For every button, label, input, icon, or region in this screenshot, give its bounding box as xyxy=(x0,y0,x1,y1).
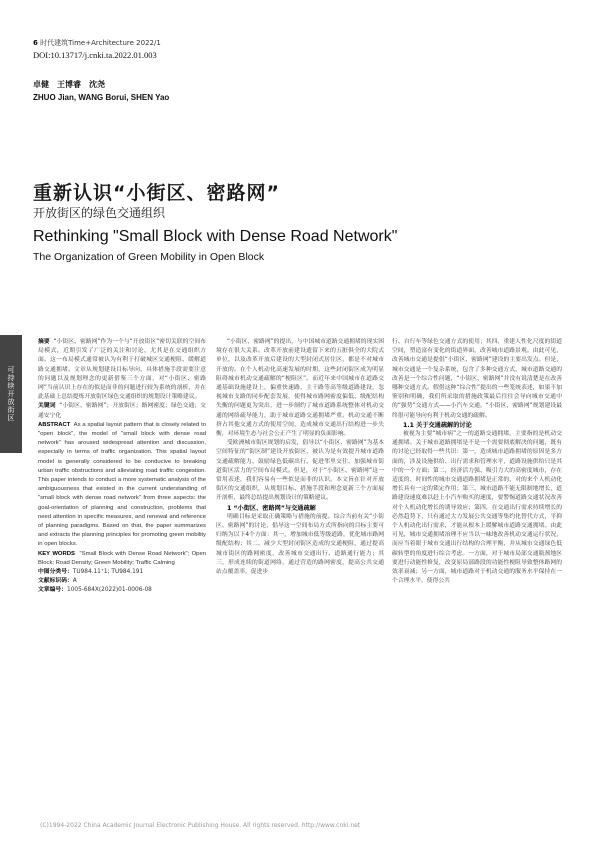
abstract-cn-label: 摘要 xyxy=(38,339,50,345)
doi: DOI:10.13717/j.cnki.ta.2022.01.003 xyxy=(33,50,157,60)
paragraph: 被视为主要“城市病”之一的道路交通拥堵，主要指的是机动交通拥堵。关于城市道路拥堵是不是一个需要彻底解决的问题，既有的讨论已经取得一些共识：第一，造成城市道路拥堵的原因是多方面的，涉及设施供给、出行需求和管理水平，道路设施供给只是其中的一个方面；第二，经济活力强、吸引力大的高密度城市，存在适度的、时间性的城市交通道路拥堵是正常的，对的来个人机动化增长具有一定的锁定作用；第三，城市道路不能无限制地增长，道路建设速度难以赶上小汽车购买的速度，要警惕道路交通状况改善对个人机动化增长的诱导效应；第四，在交通出行需求持续增长的必然趋势下，只有通过大力发展公共交通等集约化替代方式，平抑个人机动化出行需求，才能从根本上缓解城市道路交通拥堵。由此可见，城市交通拥堵治理不应当以一味地改善机动交通运行状况，而应当着眼于城市交通出行结构的合理平衡，并从城市交通绿色低碳转型的角度进行综合考虑。一方面，对于城市局部交通瓶颈地区要进行动能性修复，改变原局部路段的功能性梗阻导致整体路网的效率衰减；另一方面，城市道路对于机动交通的服务水平保持在一个合理水平，使得公共 xyxy=(392,431,562,585)
abstract-en-label: ABSTRACT xyxy=(38,421,71,428)
subsection-heading: 1.1 关于交通疏解的讨论 xyxy=(403,421,472,429)
copyright-footer: (C)1994-2022 China Academic Journal Electronic Publishing House. All rights reserved. http://www.cnki.net xyxy=(40,822,361,829)
section-heading: 1 “小街区、密路网”与交通疏解 xyxy=(227,504,316,512)
keywords-en xyxy=(38,550,206,568)
abstract-en xyxy=(38,421,206,550)
keywords-cn-text: “小街区、密路网”；开放街区；路网密度；绿色交通；交通安宁化 xyxy=(38,403,206,419)
abstract-column xyxy=(38,338,206,808)
article-id-value: 1005-684X(2022)01-0006-08 xyxy=(67,587,152,594)
paragraph: 明确目标是采取正确策略与措施的前提。综合当前有关“小街区、密路网”的讨论，倡导这一空间布局方式所指向的目标主要可归纳为以下4个方面：其一，增加城市低等级道路，优化城市路网级配结构；其二，减少大型封闭街区造成的交通梗阻，通过提高城市街区的路网密度，改善城市交通出行、道路通行能力；其三，形成连续的街道网络，通过营造的路网密度，提高公共交通站点覆盖率，促进步 xyxy=(216,513,384,576)
journal-name: 时代建筑Time+Architecture 2022/1 xyxy=(40,39,161,47)
section-side-tab: 可持续开放街区 xyxy=(0,335,22,453)
authors-en: ZHUO Jian, WANG Borui, SHEN Yao xyxy=(33,93,170,102)
clc-label: 中图分类号： xyxy=(38,569,73,576)
code-value: A xyxy=(72,578,77,585)
subtitle-en: The Organization of Green Mobility in Open Block xyxy=(33,251,265,263)
keywords-cn xyxy=(38,402,206,420)
paragraph: 受欧洲城市街区规划的启发，倡导以“小街区、密路网”为基本空间特征的“街区制”建设开放街区，被认为是有效提升城市道路交通疏解能力、鼓励绿色低碳出行、促进邻里交往、加强城市街道街区活力的空间布局模式。但是，对于“小街区、密路网”这一常用表述，我们容易有一些似是而非的认识。本文旨在针对开放街区的交通组织，从规划目标、措施手段和理念更新三个方面展开剖析，最终总结提出规划设计的策略建议。 xyxy=(216,440,384,502)
clc-number xyxy=(38,568,206,577)
title-cn: 重新认识“小街区、密路网” xyxy=(33,182,280,204)
article-id-label: 文章编号： xyxy=(38,587,67,594)
keywords-en-label: KEY WORDS xyxy=(38,550,75,557)
title-en: Rethinking "Small Block with Dense Road Network" xyxy=(33,228,398,245)
keywords-en-text: "Small Block with Dense Road Network"; Open Block; Road Density; Green Mobility; Traffic Calming xyxy=(38,550,206,566)
abstract-cn-text: “小街区、密路网”作为一个与“开放街区”密切关联的空间布局模式，近期引发了广泛的关注和讨论，尤其是在交通组织方面。这一布局模式通常被认为有利于打破城区交通梗阻、缓解道路交通拥堵。文章从规划建设目标导向、具体措施手段需要注意的问题以及规划理念的更新借鉴三个方面，对“小街区、密路网”当前认识上存在的似是而非的问题进行较为系统的剖析，并在此基础上总结提炼开放街区绿色交通组织的规划设计策略建议。 xyxy=(38,339,206,401)
paragraph: 行、自行车等绿色交通方式的使用；其四，重建人性化尺度的街道空间，塑造富有变化的街道界面，改善城市道路景观。由此可见，改善城市交通是提倡“小街区、密路网”建设的主要出发点。但是，城市交通是一个复杂系统，包含了多种交通方式，城市道路交通的改善是一个综合性问题，“小街区、密路网”并没有说清楚是在改善哪种交通方式。假借这种“综合性”提出的一些笼统表述，如果不加鉴别和明确，我们所采取的措施政策最后往往会导向城市交通中的“强势”交通方式——小汽车交通。“小街区、密路网”规划建设最终很可能导向有利于机动交通的疏解。 xyxy=(392,339,562,419)
paragraph: “小街区、密路网”的提出，与中国城市道路交通拥堵的现实困境存在很大关系。改革开放前建设遗留下来的五脏俱全的大院式单位，以及改革开放后建设的大型封闭式居住区，都是不对城市开放的。在个人机动化高速发展的时期，这些封闭街区成为明显阻碍城市机动交通疏解的“梗阻区”。而近年来中国城市在道路交通基础设施建设上，偏重快速路、主干路等高等级道路建设，忽视城市支路的同步配套发展，使得城市路网密度偏低、级配结构失衡的问题更为突出，进一步制约了城市道路系统整体对机动交通的网络疏导能力，助于城市道路交通拥堵严重。机动交通不断挤占其他交通方式的使用空间，造成城市交通出行结构进一步失衡，对环境生态与社会公正产生了明显的负面影响。 xyxy=(216,339,384,438)
keywords-cn-label: 关键词 xyxy=(38,403,56,410)
article-id xyxy=(38,586,206,595)
subtitle-cn: 开放街区的绿色交通组织 xyxy=(33,206,166,220)
code-label: 文献标识码： xyxy=(38,578,73,585)
running-header xyxy=(33,38,161,48)
document-code xyxy=(38,577,206,586)
authors-cn: 卓健 王博睿 沈尧 xyxy=(33,80,105,89)
body-column-2 xyxy=(216,338,384,828)
body-column-3 xyxy=(392,338,562,828)
abstract-en-text: As a spatial layout pattern that is closely related to "open block", the model of "small block with dense road network" has aroused widespread attention and discussion, especially in terms of traffic organization. This spatial layout model is generally considered to be conducive to breaking urban traffic obstructions and alleviating road traffic congestion. This paper intends to conduct a more systematic analysis of the ambiguousness that existed in the current understanding of "small block with dense road network" from three aspects: the goal-orientation of planning and construction, problems that need attention in specific measures, and renewal and reference of planning paradigms. Based on that, the paper summarizes and extracts the planning principles for promoting green mobility in open blocks. xyxy=(38,421,206,548)
clc-value: TU984.11⁺1; TU984.191 xyxy=(72,569,144,576)
page-number: 6 xyxy=(33,39,38,47)
abstract-cn xyxy=(38,338,206,402)
